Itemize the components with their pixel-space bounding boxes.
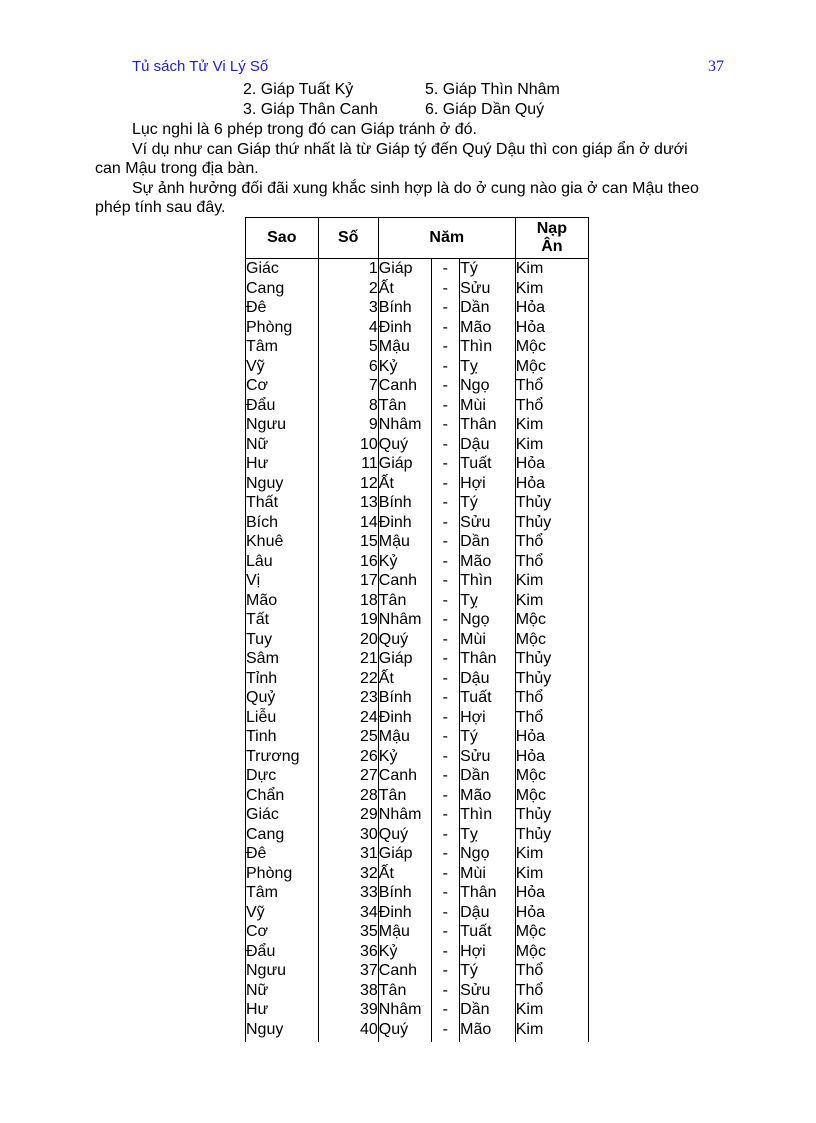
table-row	[246, 318, 589, 338]
cell-so: 38	[318, 981, 378, 1001]
cell-nap: Thổ	[515, 708, 588, 728]
cell-dash: -	[431, 454, 460, 474]
cell-dash: -	[431, 376, 460, 396]
cell-dash: -	[431, 552, 460, 572]
cell-can: Bính	[378, 298, 431, 318]
cell-nap: Thổ	[515, 376, 588, 396]
cell-can: Đinh	[378, 903, 431, 923]
table-row	[246, 513, 589, 533]
cell-so: 21	[318, 649, 378, 669]
cell-can: Giáp	[378, 454, 431, 474]
cell-chi: Sửu	[460, 279, 516, 299]
cell-chi: Dậu	[460, 903, 516, 923]
cell-dash: -	[431, 279, 460, 299]
cell-nap: Thủy	[515, 493, 588, 513]
cell-nap: Kim	[515, 591, 588, 611]
cell-can: Canh	[378, 766, 431, 786]
cell-sao: Sâm	[246, 649, 319, 669]
cell-dash: -	[431, 630, 460, 650]
cell-can: Giáp	[378, 259, 431, 279]
cell-sao: Đẩu	[246, 396, 319, 416]
cell-dash: -	[431, 591, 460, 611]
cell-sao: Liễu	[246, 708, 319, 728]
cell-chi: Sửu	[460, 513, 516, 533]
cell-nap: Thủy	[515, 825, 588, 845]
cell-can: Canh	[378, 571, 431, 591]
cell-nap: Mộc	[515, 766, 588, 786]
cell-so: 20	[318, 630, 378, 650]
table-row	[246, 864, 589, 884]
cell-sao: Ngưu	[246, 961, 319, 981]
cell-nap: Kim	[515, 844, 588, 864]
cell-so: 40	[318, 1020, 378, 1042]
cell-can: Quý	[378, 1020, 431, 1042]
cell-chi: Hợi	[460, 942, 516, 962]
cell-chi: Thân	[460, 415, 516, 435]
table-row	[246, 396, 589, 416]
list-item: 5. Giáp Thìn Nhâm	[425, 81, 560, 98]
cell-dash: -	[431, 942, 460, 962]
cell-so: 28	[318, 786, 378, 806]
cell-dash: -	[431, 493, 460, 513]
cell-sao: Tâm	[246, 337, 319, 357]
table-row	[246, 591, 589, 611]
cell-can: Kỷ	[378, 552, 431, 572]
cell-dash: -	[431, 357, 460, 377]
cell-chi: Tý	[460, 961, 516, 981]
cell-nap: Mộc	[515, 610, 588, 630]
table-row	[246, 630, 589, 650]
cell-dash: -	[431, 571, 460, 591]
cell-chi: Dậu	[460, 669, 516, 689]
cell-dash: -	[431, 766, 460, 786]
cell-can: Nhâm	[378, 805, 431, 825]
cell-so: 1	[318, 259, 378, 279]
cell-dash: -	[431, 610, 460, 630]
cell-dash: -	[431, 259, 460, 279]
cell-sao: Khuê	[246, 532, 319, 552]
cell-dash: -	[431, 786, 460, 806]
cell-so: 19	[318, 610, 378, 630]
cell-so: 15	[318, 532, 378, 552]
table-row	[246, 844, 589, 864]
cell-nap: Hỏa	[515, 883, 588, 903]
cell-so: 33	[318, 883, 378, 903]
cell-dash: -	[431, 318, 460, 338]
table-row	[246, 708, 589, 728]
page-number: 37	[708, 58, 724, 75]
header-title: Tủ sách Tử Vi Lý Số	[132, 58, 269, 75]
cell-chi: Ngọ	[460, 376, 516, 396]
header-nap-an-line1: Nạp	[536, 220, 567, 237]
cell-sao: Bích	[246, 513, 319, 533]
cell-sao: Tâm	[246, 883, 319, 903]
cell-so: 30	[318, 825, 378, 845]
cell-chi: Ngọ	[460, 610, 516, 630]
cell-chi: Dậu	[460, 435, 516, 455]
cell-so: 2	[318, 279, 378, 299]
cell-chi: Mão	[460, 1020, 516, 1042]
cell-so: 26	[318, 747, 378, 767]
cell-nap: Thổ	[515, 688, 588, 708]
cell-chi: Tuất	[460, 454, 516, 474]
cell-so: 37	[318, 961, 378, 981]
cell-sao: Tuy	[246, 630, 319, 650]
list-item: 3. Giáp Thân Canh	[243, 101, 378, 118]
table-row	[246, 961, 589, 981]
cell-dash: -	[431, 922, 460, 942]
cell-so: 6	[318, 357, 378, 377]
cell-chi: Hợi	[460, 708, 516, 728]
cell-nap: Mộc	[515, 357, 588, 377]
cell-sao: Vỹ	[246, 357, 319, 377]
cell-dash: -	[431, 513, 460, 533]
cell-can: Canh	[378, 376, 431, 396]
cell-nap: Thủy	[515, 805, 588, 825]
table-row	[246, 435, 589, 455]
cell-dash: -	[431, 981, 460, 1001]
cell-so: 17	[318, 571, 378, 591]
cell-sao: Cang	[246, 825, 319, 845]
table-header-row	[246, 218, 589, 259]
cell-sao: Cang	[246, 279, 319, 299]
table-row	[246, 903, 589, 923]
cell-chi: Mão	[460, 786, 516, 806]
cell-dash: -	[431, 649, 460, 669]
cell-so: 29	[318, 805, 378, 825]
cell-can: Mậu	[378, 922, 431, 942]
cell-sao: Trương	[246, 747, 319, 767]
cell-chi: Tý	[460, 727, 516, 747]
paragraph: phép tính sau đây.	[95, 199, 226, 216]
table-row	[246, 474, 589, 494]
cell-chi: Tuất	[460, 922, 516, 942]
cell-can: Tân	[378, 396, 431, 416]
cell-sao: Mão	[246, 591, 319, 611]
cell-can: Canh	[378, 961, 431, 981]
cell-can: Nhâm	[378, 1000, 431, 1020]
cell-nap: Mộc	[515, 922, 588, 942]
cell-so: 4	[318, 318, 378, 338]
cell-so: 8	[318, 396, 378, 416]
cell-nap: Thủy	[515, 669, 588, 689]
table-row	[246, 357, 589, 377]
cell-nap: Kim	[515, 571, 588, 591]
cell-so: 35	[318, 922, 378, 942]
cell-chi: Mão	[460, 552, 516, 572]
cell-sao: Phòng	[246, 864, 319, 884]
cell-sao: Đẩu	[246, 942, 319, 962]
cell-so: 7	[318, 376, 378, 396]
cell-nap: Thủy	[515, 513, 588, 533]
cell-chi: Mùi	[460, 630, 516, 650]
paragraph: Ví dụ như can Giáp thứ nhất là từ Giáp tý đến Quý Dậu thì con giáp ẩn ở dưới	[132, 141, 688, 158]
cell-nap: Hỏa	[515, 318, 588, 338]
cell-so: 24	[318, 708, 378, 728]
cell-can: Ất	[378, 474, 431, 494]
cell-sao: Giác	[246, 259, 319, 279]
table-row	[246, 786, 589, 806]
table-row	[246, 922, 589, 942]
cell-so: 25	[318, 727, 378, 747]
cell-can: Mậu	[378, 337, 431, 357]
cell-so: 16	[318, 552, 378, 572]
table-row	[246, 552, 589, 572]
cell-dash: -	[431, 883, 460, 903]
cell-can: Quý	[378, 825, 431, 845]
cell-so: 32	[318, 864, 378, 884]
cell-dash: -	[431, 727, 460, 747]
table-row	[246, 571, 589, 591]
table-row	[246, 766, 589, 786]
cell-sao: Thất	[246, 493, 319, 513]
cell-chi: Thân	[460, 649, 516, 669]
table-row	[246, 376, 589, 396]
cell-nap: Hỏa	[515, 454, 588, 474]
cell-can: Bính	[378, 883, 431, 903]
cell-dash: -	[431, 415, 460, 435]
cell-sao: Lâu	[246, 552, 319, 572]
cell-sao: Vị	[246, 571, 319, 591]
cell-dash: -	[431, 747, 460, 767]
cell-sao: Cơ	[246, 376, 319, 396]
table-row	[246, 727, 589, 747]
table-row	[246, 279, 589, 299]
list-item: 6. Giáp Dần Quý	[425, 101, 545, 118]
cell-so: 23	[318, 688, 378, 708]
cell-dash: -	[431, 708, 460, 728]
cell-nap: Kim	[515, 279, 588, 299]
cell-chi: Tý	[460, 493, 516, 513]
table-row	[246, 415, 589, 435]
table-row	[246, 747, 589, 767]
cell-nap: Kim	[515, 1020, 588, 1042]
cell-can: Tân	[378, 786, 431, 806]
cell-so: 18	[318, 591, 378, 611]
cell-so: 39	[318, 1000, 378, 1020]
cell-sao: Hư	[246, 1000, 319, 1020]
cell-so: 5	[318, 337, 378, 357]
cell-nap: Thổ	[515, 532, 588, 552]
table-row	[246, 825, 589, 845]
cell-nap: Thổ	[515, 981, 588, 1001]
cell-can: Đinh	[378, 513, 431, 533]
cell-can: Tân	[378, 981, 431, 1001]
cell-can: Đinh	[378, 318, 431, 338]
star-table	[245, 217, 589, 1042]
cell-nap: Mộc	[515, 786, 588, 806]
cell-can: Mậu	[378, 727, 431, 747]
cell-sao: Hư	[246, 454, 319, 474]
cell-chi: Tuất	[460, 688, 516, 708]
cell-can: Giáp	[378, 844, 431, 864]
table-row	[246, 493, 589, 513]
cell-so: 10	[318, 435, 378, 455]
table-row	[246, 337, 589, 357]
table-row	[246, 610, 589, 630]
cell-sao: Tinh	[246, 727, 319, 747]
cell-nap: Hỏa	[515, 903, 588, 923]
table-row	[246, 532, 589, 552]
cell-chi: Mùi	[460, 864, 516, 884]
cell-dash: -	[431, 396, 460, 416]
cell-chi: Thìn	[460, 805, 516, 825]
cell-can: Quý	[378, 630, 431, 650]
cell-sao: Ngưu	[246, 415, 319, 435]
cell-dash: -	[431, 903, 460, 923]
table-row	[246, 1020, 589, 1042]
cell-chi: Mão	[460, 318, 516, 338]
cell-sao: Nữ	[246, 981, 319, 1001]
cell-nap: Kim	[515, 864, 588, 884]
cell-chi: Thìn	[460, 337, 516, 357]
cell-can: Ất	[378, 669, 431, 689]
cell-chi: Tỵ	[460, 591, 516, 611]
cell-chi: Dần	[460, 766, 516, 786]
table-row	[246, 688, 589, 708]
cell-chi: Tỵ	[460, 825, 516, 845]
table-row	[246, 883, 589, 903]
cell-so: 14	[318, 513, 378, 533]
cell-sao: Dực	[246, 766, 319, 786]
header-so: Số	[318, 218, 378, 259]
cell-can: Mậu	[378, 532, 431, 552]
table-row	[246, 942, 589, 962]
table-row	[246, 1000, 589, 1020]
cell-sao: Nguy	[246, 1020, 319, 1042]
paragraph: Sự ảnh hưởng đối đãi xung khắc sinh hợp là do ở cung nào gia ở can Mậu theo	[132, 180, 699, 197]
cell-can: Bính	[378, 493, 431, 513]
cell-dash: -	[431, 669, 460, 689]
cell-chi: Dần	[460, 1000, 516, 1020]
cell-dash: -	[431, 1020, 460, 1042]
cell-dash: -	[431, 474, 460, 494]
cell-chi: Thìn	[460, 571, 516, 591]
cell-can: Bính	[378, 688, 431, 708]
table-row	[246, 259, 589, 279]
header-nam: Năm	[378, 218, 515, 259]
cell-so: 22	[318, 669, 378, 689]
cell-so: 13	[318, 493, 378, 513]
cell-dash: -	[431, 825, 460, 845]
cell-chi: Dần	[460, 298, 516, 318]
cell-so: 27	[318, 766, 378, 786]
cell-can: Ất	[378, 279, 431, 299]
cell-dash: -	[431, 435, 460, 455]
cell-nap: Thủy	[515, 649, 588, 669]
cell-so: 31	[318, 844, 378, 864]
cell-sao: Đê	[246, 298, 319, 318]
cell-dash: -	[431, 337, 460, 357]
cell-nap: Hỏa	[515, 727, 588, 747]
table-row	[246, 298, 589, 318]
paragraph: can Mậu trong địa bàn.	[95, 160, 259, 177]
cell-nap: Mộc	[515, 630, 588, 650]
list-item: 2. Giáp Tuất Kỷ	[243, 81, 354, 98]
cell-dash: -	[431, 961, 460, 981]
table-row	[246, 805, 589, 825]
cell-chi: Sửu	[460, 747, 516, 767]
cell-nap: Hỏa	[515, 474, 588, 494]
cell-can: Kỷ	[378, 942, 431, 962]
cell-chi: Sửu	[460, 981, 516, 1001]
cell-sao: Cơ	[246, 922, 319, 942]
cell-so: 36	[318, 942, 378, 962]
cell-nap: Hỏa	[515, 298, 588, 318]
cell-sao: Chẩn	[246, 786, 319, 806]
cell-can: Kỷ	[378, 357, 431, 377]
cell-nap: Thổ	[515, 552, 588, 572]
cell-sao: Nguy	[246, 474, 319, 494]
cell-nap: Kim	[515, 415, 588, 435]
cell-so: 3	[318, 298, 378, 318]
cell-chi: Thân	[460, 883, 516, 903]
cell-sao: Phòng	[246, 318, 319, 338]
cell-nap: Hỏa	[515, 747, 588, 767]
cell-dash: -	[431, 532, 460, 552]
cell-can: Ất	[378, 864, 431, 884]
cell-nap: Thổ	[515, 961, 588, 981]
table-row	[246, 649, 589, 669]
cell-can: Đinh	[378, 708, 431, 728]
cell-sao: Nữ	[246, 435, 319, 455]
cell-chi: Ngọ	[460, 844, 516, 864]
paragraph: Lục nghi là 6 phép trong đó can Giáp tránh ở đó.	[132, 121, 477, 138]
cell-nap: Mộc	[515, 942, 588, 962]
cell-nap: Kim	[515, 1000, 588, 1020]
header-nap-an-line2: Ân	[541, 238, 563, 255]
cell-so: 11	[318, 454, 378, 474]
table-row	[246, 454, 589, 474]
cell-so: 12	[318, 474, 378, 494]
cell-chi: Hợi	[460, 474, 516, 494]
cell-sao: Giác	[246, 805, 319, 825]
cell-dash: -	[431, 844, 460, 864]
cell-sao: Tỉnh	[246, 669, 319, 689]
cell-dash: -	[431, 805, 460, 825]
table-row	[246, 981, 589, 1001]
cell-can: Kỷ	[378, 747, 431, 767]
cell-can: Nhâm	[378, 415, 431, 435]
cell-dash: -	[431, 688, 460, 708]
cell-nap: Kim	[515, 435, 588, 455]
header-sao: Sao	[246, 218, 319, 259]
cell-sao: Quỷ	[246, 688, 319, 708]
cell-so: 34	[318, 903, 378, 923]
cell-sao: Đê	[246, 844, 319, 864]
cell-can: Giáp	[378, 649, 431, 669]
cell-chi: Tỵ	[460, 357, 516, 377]
cell-can: Quý	[378, 435, 431, 455]
cell-chi: Tý	[460, 259, 516, 279]
cell-sao: Tất	[246, 610, 319, 630]
header-nap-an	[515, 218, 588, 259]
cell-sao: Vỹ	[246, 903, 319, 923]
cell-nap: Thổ	[515, 396, 588, 416]
cell-can: Tân	[378, 591, 431, 611]
cell-dash: -	[431, 864, 460, 884]
cell-nap: Kim	[515, 259, 588, 279]
cell-nap: Mộc	[515, 337, 588, 357]
cell-dash: -	[431, 1000, 460, 1020]
cell-dash: -	[431, 298, 460, 318]
cell-chi: Dần	[460, 532, 516, 552]
cell-so: 9	[318, 415, 378, 435]
cell-can: Nhâm	[378, 610, 431, 630]
cell-chi: Mùi	[460, 396, 516, 416]
table-row	[246, 669, 589, 689]
